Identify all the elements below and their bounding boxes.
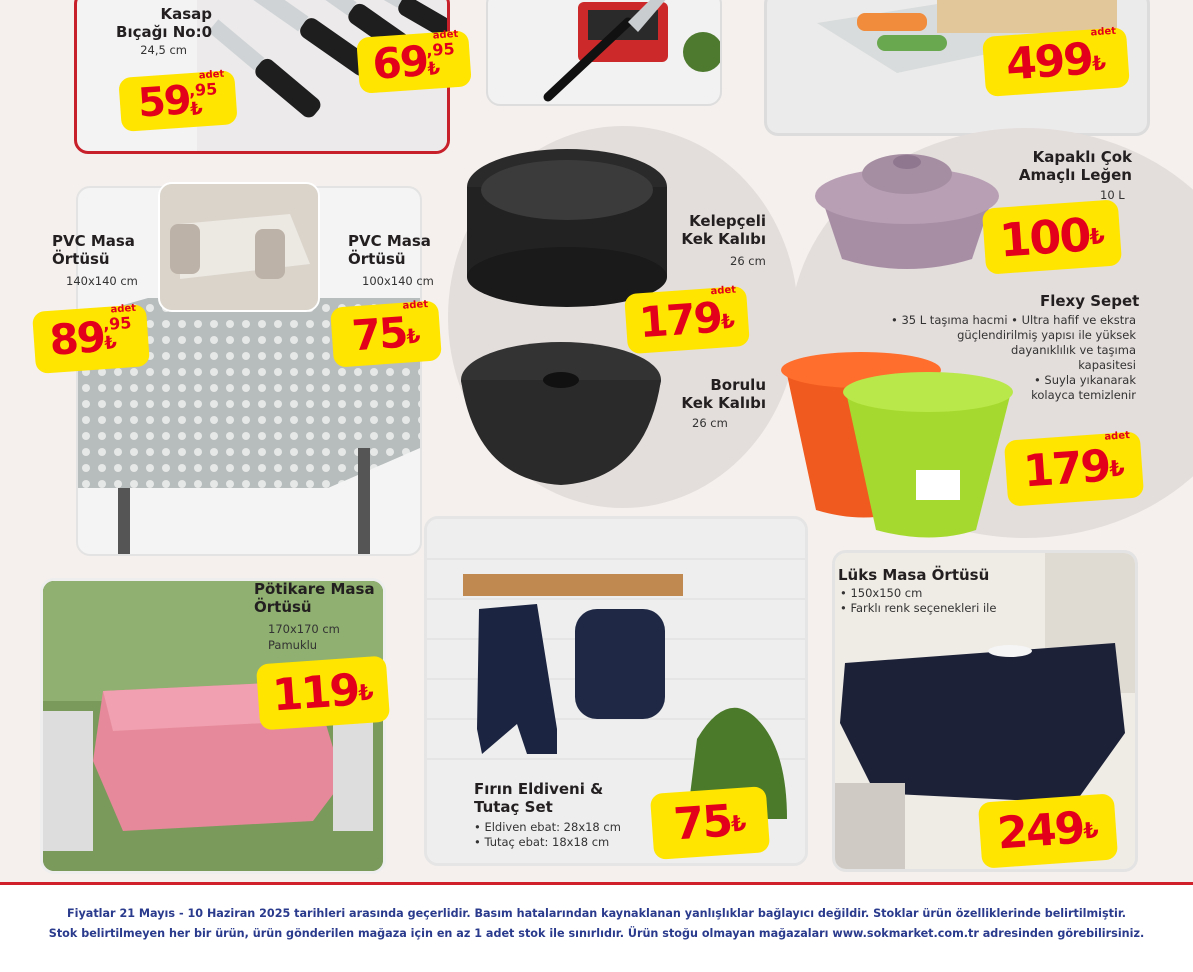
basin-photo	[812, 144, 1002, 274]
springform-pan-photo	[462, 142, 672, 312]
pvc1-price-tag: adet 89 ,95 ₺	[34, 306, 148, 372]
pvc1-title: PVC Masa Örtüsü	[52, 232, 135, 268]
potikare-size: 170x170 cm	[268, 622, 340, 636]
pvc1-size: 140x140 cm	[66, 274, 138, 288]
bundt-pan-photo	[456, 340, 666, 490]
basin-price-tag: 100 ₺	[984, 201, 1120, 272]
cake1-size: 26 cm	[730, 254, 766, 268]
cake2-size: 26 cm	[692, 416, 728, 430]
knife-size: 24,5 cm	[140, 43, 187, 57]
cake2-title: Borulu Kek Kalıbı	[681, 376, 766, 412]
dining-room-photo	[160, 184, 318, 310]
cake1-title: Kelepçeli Kek Kalıbı	[681, 212, 766, 248]
pvc2-title: PVC Masa Örtüsü	[348, 232, 431, 268]
legal-footer	[0, 882, 1193, 972]
flexy-title: Flexy Sepet	[1040, 292, 1140, 310]
potikare-material: Pamuklu	[268, 638, 318, 652]
gloves-title: Fırın Eldiveni & Tutaç Set	[474, 780, 604, 816]
footer-line-2: Stok belirtilmeyen her bir ürün, ürün gönderilen mağaza için en az 1 adet stok ile sınırlıdır. Ürün stoğu olmayan mağazaları www.sokmarket.com.tr adresinden görebilirsiniz.	[48, 927, 1145, 940]
knife-title: Kasap Bıçağı No:0	[116, 5, 212, 41]
basin-title: Kapaklı Çok Amaçlı Leğen	[1018, 148, 1132, 184]
pvc2-price-tag: adet 75 ₺	[332, 302, 440, 365]
pvc2-size: 100x140 cm	[362, 274, 434, 288]
knife-price-tag: adet 59 ,95 ₺	[120, 72, 235, 130]
luks-bullets: • 150x150 cm • Farklı renk seçenekleri ile	[840, 586, 997, 615]
luks-title: Lüks Masa Örtüsü	[838, 566, 990, 584]
luks-price-tag: 249 ₺	[980, 795, 1116, 866]
footer-line-1: Fiyatlar 21 Mayıs - 10 Haziran 2025 tarihleri arasında geçerlidir. Basım hatalarından kaynaklanan yanlışlıklar bağlayıcı değildir. Stoklar ürün özelliklerinde belirtilmiştir.	[67, 907, 1126, 920]
container-price-tag: adet 499 ₺	[984, 29, 1128, 95]
knife2-price-tag: adet 69 ,95 ₺	[358, 32, 469, 91]
flexy-tubs-photo	[776, 350, 1036, 540]
sharpener-photo	[488, 0, 720, 104]
flexy-bullets: • 35 L taşıma hacmi • Ultra hafif ve ekstra güçlendirilmiş yapısı ile yüksek dayanıklılık ve taşıma kapasitesi • Suyla yıkanarak kolayca temizlenir	[891, 313, 1136, 402]
gloves-price-tag: 75 ₺	[652, 788, 768, 858]
pvc-inset-photo	[158, 182, 320, 312]
potikare-price-tag: 119 ₺	[258, 658, 388, 729]
flexy-price-tag: adet 179 ₺	[1006, 433, 1142, 504]
sharpener-card[interactable]	[486, 0, 722, 106]
basin-size: 10 L	[1100, 188, 1125, 202]
potikare-title: Pötikare Masa Örtüsü	[254, 580, 375, 616]
cake1-price-tag: adet 179 ₺	[626, 288, 748, 352]
gloves-bullets: • Eldiven ebat: 28x18 cm • Tutaç ebat: 18x18 cm	[474, 820, 621, 849]
